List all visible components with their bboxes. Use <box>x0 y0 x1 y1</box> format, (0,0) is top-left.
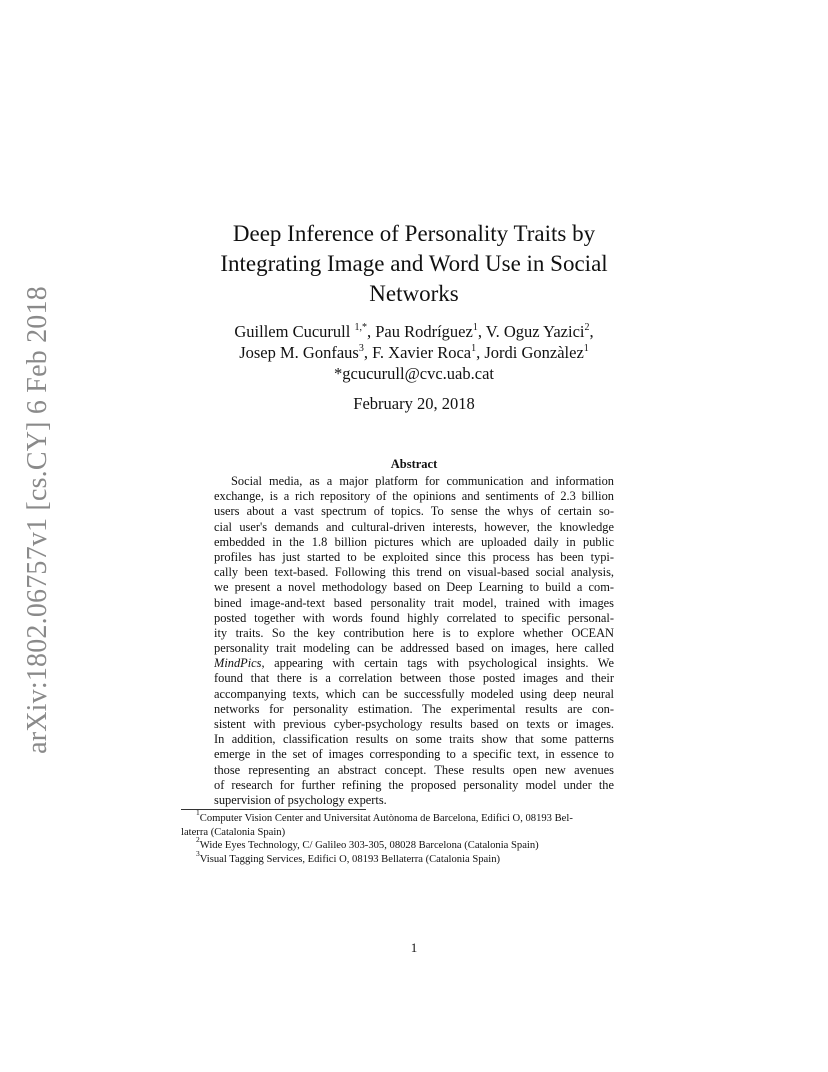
abstract-line: Social media, as a major platform for communication and information <box>231 474 614 488</box>
affiliation-mark: 1 <box>471 342 477 354</box>
abstract-line: networks for personality estimation. The experimental results are con- <box>214 701 614 716</box>
footnote-text: Visual Tagging Services, Edifici O, 08193 Bellaterra (Catalonia Spain) <box>199 853 501 865</box>
abstract-line: personality trait modeling can be addressed based on images, here called <box>214 641 614 656</box>
affiliation-mark: 1 <box>583 342 589 354</box>
footnote-1-continued: laterra (Catalonia Spain) <box>181 826 286 838</box>
abstract-line: those representing an abstract concept. These results open new avenues <box>214 762 614 777</box>
arxiv-side-stamp <box>18 285 58 755</box>
author-name: , Pau Rodríguez <box>366 322 473 341</box>
abstract-line: sistent with previous cyber-psychology results based on texts or images. <box>214 717 614 731</box>
title-line: Networks <box>369 281 459 306</box>
abstract-line: we present a novel methodology based on Deep Learning to build a com- <box>214 580 614 595</box>
author-line-1 <box>170 321 658 342</box>
author-line-2 <box>170 342 658 363</box>
abstract-line: bined image-and-text based personality trait model, trained with images <box>214 595 614 610</box>
author-name: , V. Oguz Yazici <box>477 322 585 341</box>
abstract-line: profiles has just started to be exploited since this process has been typi- <box>214 549 614 564</box>
author-name: , F. Xavier Roca <box>363 343 472 362</box>
abstract-line: users about a vast spectrum of topics. To sense the whys of certain so- <box>214 504 614 519</box>
author-block <box>170 321 658 384</box>
abstract-line: accompanying texts, which can be successfully modeled using deep neural <box>214 686 614 701</box>
affiliation-mark: 1 <box>472 321 478 333</box>
footnote-1 <box>181 808 651 826</box>
abstract-line: embedded in the 1.8 billion pictures which are uploaded daily in public <box>214 534 614 549</box>
abstract-line: exchange, is a rich repository of the opinions and sentiments of 2.3 billion <box>214 489 614 504</box>
abstract-heading: Abstract <box>390 457 438 471</box>
affiliation-mark: 2 <box>584 321 590 333</box>
author-email: *gcucurull@cvc.uab.cat <box>334 364 494 383</box>
footnote-mark: 1 <box>196 808 200 818</box>
abstract-line: of research for further refining the proposed personality model under the <box>214 777 614 792</box>
abstract-line: emerge in the set of images corresponding to a specific text, in essence to <box>214 747 614 762</box>
affiliation-mark: 1, <box>354 321 362 333</box>
footnote-text: Wide Eyes Technology, C/ Galileo 303-305, 08028 Barcelona (Catalonia Spain) <box>199 840 539 851</box>
corresponding-mark: * <box>361 321 367 333</box>
arxiv-identifier: arXiv:1802.06757v1 [cs.CY] 6 Feb 2018 <box>22 286 53 754</box>
abstract-line: MindPics, appearing with certain tags with psychological insights. We <box>214 656 614 671</box>
title-line: Deep Inference of Personality Traits by <box>232 221 596 246</box>
abstract-line: found that there is a correlation between those posted images and their <box>214 671 614 686</box>
author-name: , Jordi Gonzàlez <box>476 343 584 362</box>
footnote-mark: 3 <box>196 848 200 858</box>
abstract-line: In addition, classification results on some traits show that some patterns <box>214 732 614 747</box>
paper-title <box>190 219 638 309</box>
page-number: 1 <box>410 940 418 955</box>
footnote-3 <box>181 848 651 867</box>
footnote-text: Computer Vision Center and Universitat Autònoma de Barcelona, Edifici O, 08193 Bel- <box>199 813 573 824</box>
footnote-divider <box>181 809 366 810</box>
affiliation-mark: 3 <box>358 342 364 354</box>
footnote-2 <box>181 835 651 853</box>
abstract-body <box>214 474 614 808</box>
emphasized-term: MindPics <box>214 656 262 671</box>
abstract-line: cial user's demands and cultural-driven interests, however, the knowledge <box>214 519 614 534</box>
abstract-line: supervision of psychology experts. <box>214 792 387 807</box>
footnotes <box>181 808 651 866</box>
author-name: Josep M. Gonfaus <box>239 343 359 362</box>
abstract-line: posted together with words found highly correlated to specific personal- <box>214 610 614 625</box>
footnote-mark: 2 <box>196 835 200 845</box>
abstract-line: ity traits. So the key contribution here is to explore whether OCEAN <box>214 625 614 640</box>
author-separator: , <box>589 322 594 341</box>
paper-date: February 20, 2018 <box>353 394 475 413</box>
abstract-line: cally been text-based. Following this trend on visual-based social analysis, <box>214 565 614 580</box>
title-line: Integrating Image and Word Use in Social <box>220 251 608 276</box>
author-name: Guillem Cucurull <box>234 322 355 341</box>
